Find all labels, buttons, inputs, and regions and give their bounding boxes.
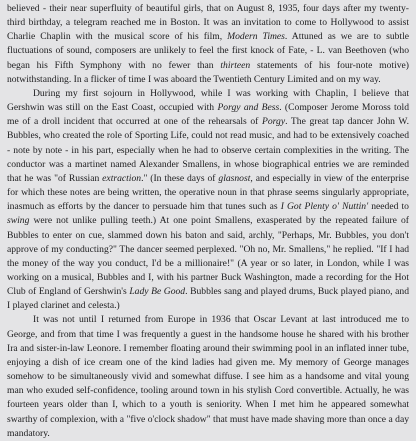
italic-title: glasnost — [218, 172, 251, 184]
text-run: . Bubbles sang and played drums, Buck played piano, and I played clarinet and celesta.) — [7, 286, 409, 312]
text-run: . Attuned as we are to subtle fluctuations of sound, composers are unlikely to feel the first knock of Fate, - L. van Beethoven (who began his Fifth Symphony with no fewer than — [7, 31, 409, 71]
text-run: . (Composer Jerome Moross told me of a droll incident that occurred at one of the rehearsals of — [7, 102, 409, 128]
italic-title: Porgy and Bess — [217, 102, 280, 114]
italic-title: Lady Be Good — [129, 286, 186, 298]
text-run: It was not until I returned from Europe in 1936 that Oscar Levant at last introduced me to George, and from that time I was frequently a guest in the handsome house he shared with his brother Ira and sister-in-law Leonore. I remember floating around their swimming pool in an inflated inner tube, enjoying a dish of ice cream one of the kind ladies had given me. My memory of George manages somehow to be simultaneously vivid and somewhat diffuse. I see him as a handsome and vital young man who exuded self-confidence, tooling around town in his stylish Cord convertible. Actually, he was fourteen years older than I, which to a youth is seniority. When I met him he appeared somewhat swarthy of complexion, with a "five o'clock shadow" that must have made shaving more than once a day mandatory. — [7, 314, 409, 439]
paragraph-2 — [7, 87, 409, 314]
italic-title: thirteen — [220, 59, 251, 71]
italic-title: extraction — [102, 172, 142, 184]
italic-title: I Got Plenty o' Nuttin' — [280, 201, 369, 213]
text-run: were not unlike pulling teeth.) At one point Smallens, exasperated by the repeated failure of Bubbles to enter on cue, slammed down his baton and said, archly, "Perhaps, Mr. Bubbles, you don't approve of my conducting?" The dancer seemed perplexed. "Oh no, Mr. Smallens," he replied. "If I had the money of the way you conduct, I'd be a millionaire!" (A year or so later, in London, while I was working on a musical, Bubbles and I, with his partner Buck Washington, made a recording for the Hot Club of England of Gershwin's — [7, 215, 409, 298]
italic-title: Modern Times — [227, 31, 285, 43]
text-run: ." (In these days of — [141, 172, 219, 184]
text-run: During my first sojourn in Hollywood, while I was working with Chaplin, I believe that Gershwin was still on the East Coast, occupied with — [7, 87, 409, 114]
italic-title: Porgy — [261, 116, 286, 128]
paragraph-1 — [7, 2, 409, 87]
text-run: believed - their near superfluity of beautiful girls, that on August 8, 1935, four days after my twenty-third birthday, a telegram reached me in Boston. It was an invitation to come to Hollywood to assist Charlie Chaplin with the musical score of his film, — [7, 3, 409, 43]
text-run: , and especially in view of the enterprise for which these notes are being written, the operative noun in that phrase seems singularly appropriate, inasmuch as efforts by the dancer to persuade him that tunes such as — [7, 172, 409, 213]
text-run: needed to — [368, 201, 409, 213]
text-run: statements of his four-note motive) notwithstanding. In a flicker of time I was aboard the Twentieth Century Limited and on my way. — [7, 59, 409, 85]
italic-title: swing — [7, 215, 30, 227]
text-run: . The great tap dancer John W. Bubbles, who created the role of Sporting Life, could not read music, and had to be extensively coached - note by note - in his part, especially when he had to observe certain complexities in the writing. The conductor was a martinet named Alexander Smallens, in whose biographical entries we are reminded that he was "of Russian — [7, 116, 409, 184]
